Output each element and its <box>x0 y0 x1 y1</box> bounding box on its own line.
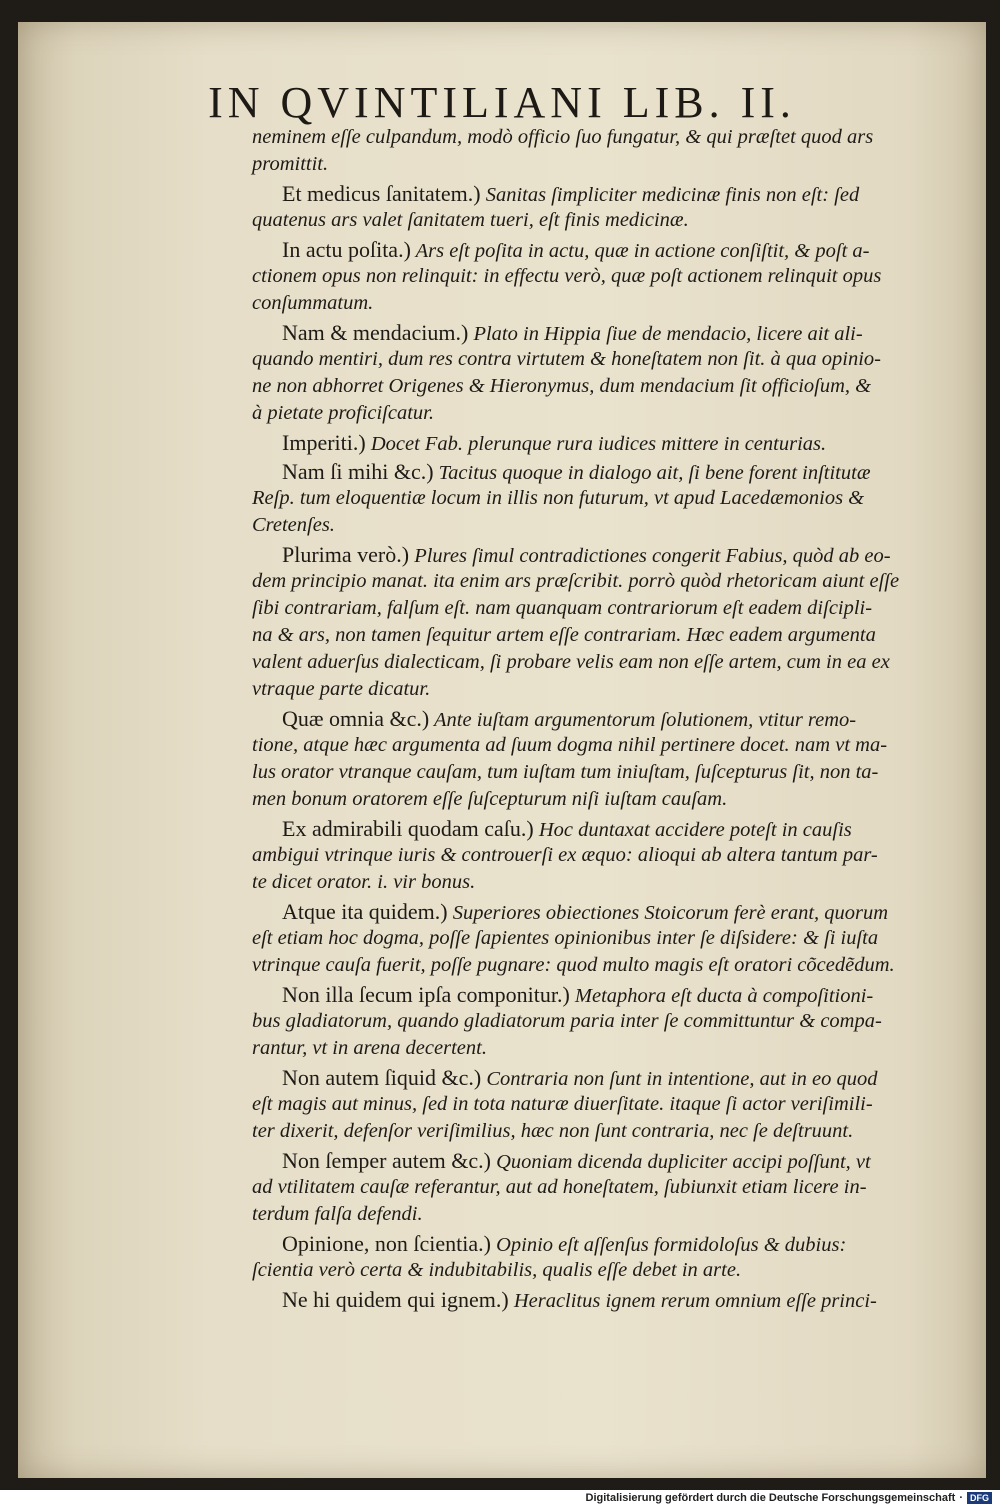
commentary-line <box>252 485 964 512</box>
lemma: Non ſemper autem &c.) <box>282 1148 491 1173</box>
gloss-text: ne non abhorret Origenes & Hieronymus, dum mendacium ſit officioſum, & <box>252 375 872 397</box>
running-head: IN QVINTILIANI LIB. II. <box>208 78 796 127</box>
lemma: Atque ita quidem.) <box>282 899 448 924</box>
commentary-line <box>252 869 964 896</box>
commentary-lemma-line <box>252 319 964 346</box>
commentary-line <box>252 400 964 427</box>
gloss-text: te dicet orator. i. vir bonus. <box>252 871 476 893</box>
commentary-line <box>252 1174 964 1201</box>
commentary-lemma-line <box>252 458 964 485</box>
gloss-text: vtraque parte dicatur. <box>252 678 431 700</box>
commentary-line <box>252 512 964 539</box>
commentary-lemma-line <box>252 705 964 732</box>
lemma: Ex admirabili quodam caſu.) <box>282 816 534 841</box>
commentary-line <box>252 207 964 234</box>
commentary-lemma-line <box>252 1230 964 1257</box>
footer-credit: Digitalisierung gefördert durch die Deutsche Forschungsgemeinschaft <box>585 1492 956 1504</box>
gloss-text: Superiores obiectiones Stoicorum ferè erant, quorum <box>447 902 889 924</box>
gloss-text: Docet Fab. plerunque rura iudices mittere in centurias. <box>365 433 827 455</box>
commentary-line <box>252 124 964 151</box>
gloss-text: ctionem opus non relinquit: in effectu verò, quæ poſt actionem relinquit opus <box>252 265 882 287</box>
gloss-text: Cretenſes. <box>252 514 335 536</box>
commentary-line <box>252 925 964 952</box>
lemma: Et medicus ſanitatem.) <box>282 181 481 206</box>
lemma: Opinione, non ſcientia.) <box>282 1231 491 1256</box>
gloss-text: conſummatum. <box>252 292 374 314</box>
gloss-text: Opinio eſt aſſenſus formidoloſus & dubius: <box>490 1234 847 1256</box>
commentary-line <box>252 1118 964 1145</box>
commentary-line <box>252 1201 964 1228</box>
gloss-text: Quoniam dicenda dupliciter accipi poſſunt, vt <box>490 1151 871 1173</box>
commentary-line <box>252 346 964 373</box>
commentary-lemma-line <box>252 815 964 842</box>
commentary-line <box>252 151 964 178</box>
commentary-line <box>252 1091 964 1118</box>
commentary-lemma-line <box>252 981 964 1008</box>
gloss-text: na & ars, non tamen ſequitur artem eſſe contrariam. Hæc eadem argumenta <box>252 624 876 646</box>
commentary-line <box>252 732 964 759</box>
gloss-text: Metaphora eſt ducta à compoſitioni- <box>569 985 874 1007</box>
gloss-text: dem principio manat. ita enim ars præſcribit. porrò quòd rhetoricam aiunt eſſe <box>252 570 900 592</box>
gloss-text: Heraclitus ignem rerum omnium eſſe princi- <box>508 1290 877 1312</box>
gloss-text: Ars eſt poſita in actu, quæ in actione conſiſtit, & poſt a- <box>410 240 870 262</box>
gloss-text: Plato in Hippia ſiue de mendacio, licere ait ali- <box>468 323 863 345</box>
gloss-text: Ante iuſtam argumentorum ſolutionem, vtitur remo- <box>429 709 857 731</box>
gloss-text: terdum falſa defendi. <box>252 1203 423 1225</box>
gloss-text: bus gladiatorum, quando gladiatorum paria inter ſe committuntur & compa- <box>252 1010 882 1032</box>
lemma: Nam ſi mihi &c.) <box>282 459 434 484</box>
commentary-line <box>252 952 964 979</box>
lemma: Plurima verò.) <box>282 542 410 567</box>
commentary-line <box>252 373 964 400</box>
gloss-text: Plures ſimul contradictiones congerit Fabius, quòd ab eo- <box>409 545 891 567</box>
lemma: Nam & mendacium.) <box>282 320 469 345</box>
gloss-text: Contraria non ſunt in intentione, aut in eo quod <box>481 1068 878 1090</box>
gloss-text: Sanitas ſimpliciter medicinæ finis non eſt: ſed <box>480 184 860 206</box>
dfg-logo: DFG <box>967 1492 992 1504</box>
commentary-line <box>252 290 964 317</box>
gloss-text: ſibi contrariam, falſum eſt. nam quanquam contrariorum eſt eadem diſcipli- <box>252 597 873 619</box>
lemma: Quæ omnia &c.) <box>282 706 430 731</box>
commentary-line <box>252 1257 964 1284</box>
commentary-line <box>252 568 964 595</box>
lemma: In actu poſita.) <box>282 237 411 262</box>
commentary-line <box>252 622 964 649</box>
gloss-text: Hoc duntaxat accidere poteſt in cauſis <box>533 819 852 841</box>
gloss-text: quatenus ars valet ſanitatem tueri, eſt finis medicinæ. <box>252 209 689 231</box>
commentary-lemma-line <box>252 429 964 456</box>
gloss-text: vtrinque cauſa fuerit, poſſe pugnare: quod multo magis eſt oratori cõcedẽdum. <box>252 954 895 976</box>
commentary-line <box>252 649 964 676</box>
commentary-lemma-line <box>252 236 964 263</box>
gloss-text: eſt magis aut minus, ſed in tota naturæ diuerſitate. itaque ſi actor veriſimili- <box>252 1093 873 1115</box>
gloss-text: quando mentiri, dum res contra virtutem & honeſtatem non ſit. à qua opinio- <box>252 348 881 370</box>
gloss-text: valent aduerſus dialecticam, ſi probare velis eam non eſſe artem, cum in ea ex <box>252 651 890 673</box>
gloss-text: men bonum oratorem eſſe ſuſcepturum niſi iuſtam cauſam. <box>252 788 728 810</box>
commentary-lemma-line <box>252 1147 964 1174</box>
gloss-text: promittit. <box>252 153 329 175</box>
commentary-lemma-line <box>252 541 964 568</box>
commentary-lemma-line <box>252 180 964 207</box>
commentary-line <box>252 759 964 786</box>
gloss-text: lus orator vtranque cauſam, tum iuſtam tum iniuſtam, ſuſcepturus ſit, non ta- <box>252 761 879 783</box>
gloss-text: neminem eſſe culpandum, modò officio ſuo fungatur, & qui præſtet quod ars <box>252 126 874 148</box>
lemma: Non illa ſecum ipſa componitur.) <box>282 982 570 1007</box>
lemma: Non autem ſiquid &c.) <box>282 1065 482 1090</box>
commentary-lemma-line <box>252 898 964 925</box>
gloss-text: à pietate proficiſcatur. <box>252 402 435 424</box>
commentary-lemma-line <box>252 1286 964 1313</box>
gloss-text: tione, atque hæc argumenta ad ſuum dogma nihil pertinere docet. nam vt ma- <box>252 734 888 756</box>
commentary-line <box>252 263 964 290</box>
gloss-text: ambigui vtrinque iuris & controuerſi ex æquo: alioqui ab altera tantum par- <box>252 844 878 866</box>
lemma: Ne hi quidem qui ignem.) <box>282 1287 509 1312</box>
gloss-text: rantur, vt in arena decertent. <box>252 1037 487 1059</box>
gloss-text: Reſp. tum eloquentiæ locum in illis non futurum, vt apud Lacedæmonios & <box>252 487 865 509</box>
commentary-line <box>252 786 964 813</box>
commentary-line <box>252 676 964 703</box>
digitization-footer: Digitalisierung gefördert durch die Deutsche Forschungsgemeinschaft · DFG <box>586 1492 992 1504</box>
gloss-text: ſcientia verò certa & indubitabilis, qualis eſſe debet in arte. <box>252 1259 742 1281</box>
commentary-line <box>252 1035 964 1062</box>
commentary-line <box>252 595 964 622</box>
gloss-text: Tacitus quoque in dialogo ait, ſi bene forent inſtitutæ <box>433 462 871 484</box>
gloss-text: eſt etiam hoc dogma, poſſe ſapientes opinionibus inter ſe diſsidere: & ſi iuſta <box>252 927 879 949</box>
gloss-text: ter dixerit, defenſor veriſimilius, hæc non ſunt contraria, nec ſe deſtruunt. <box>252 1120 854 1142</box>
commentary-line <box>252 1008 964 1035</box>
commentary-line <box>252 842 964 869</box>
lemma: Imperiti.) <box>282 430 366 455</box>
commentary-text <box>252 124 964 1313</box>
commentary-lemma-line <box>252 1064 964 1091</box>
gloss-text: ad vtilitatem cauſæ referantur, aut ad honeſtatem, ſubiunxit etiam licere in- <box>252 1176 867 1198</box>
